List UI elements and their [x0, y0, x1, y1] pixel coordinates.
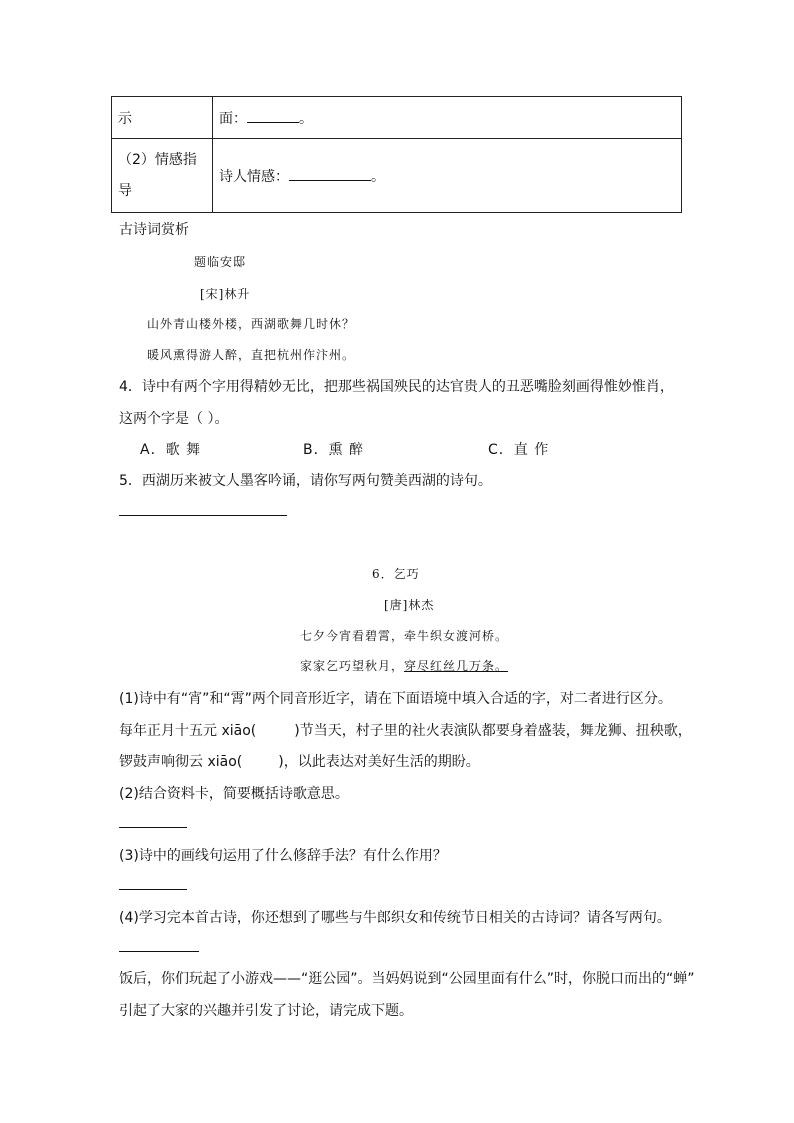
answer-line[interactable]: [119, 515, 287, 516]
question-5: 5．西湖历来被文人墨客吟诵，请你写两句赞美西湖的诗句。: [119, 473, 492, 489]
table-cell-label: [112, 97, 213, 139]
table-cell-label: [112, 139, 213, 213]
table-cell-content: [213, 97, 682, 139]
context-line: [119, 720, 692, 740]
table-row: [112, 139, 682, 213]
poem-line-part: 家家乞巧望秋月，: [300, 659, 405, 673]
context-text: 每年正月十五元 xiāo(: [119, 723, 257, 739]
table-cell-content: [213, 139, 682, 213]
poem-title: 题临安邸: [194, 255, 247, 269]
question-4-cont: 这两个字是（ ）。: [119, 411, 229, 427]
row-content-tail: 。: [299, 110, 313, 127]
answer-line[interactable]: [119, 889, 187, 890]
answer-line[interactable]: [119, 827, 187, 828]
poem-line: 山外青山楼外楼，西湖歌舞几时休？: [147, 317, 356, 331]
poem-line: 七夕今宵看碧霄，牵牛织女渡河桥。: [300, 629, 509, 643]
context-line: [119, 751, 480, 771]
context-text: )，以此表达对美好生活的期盼。: [278, 754, 480, 770]
row-label-line1: （2）情感指: [118, 151, 197, 168]
context-text: )节当天，村子里的社火表演队都要身着盛装，舞龙狮、扭秧歌，: [294, 723, 692, 739]
poem-author: [唐]林杰: [384, 598, 435, 612]
poem-line: [300, 657, 508, 674]
section-heading: 古诗词赏析: [119, 222, 189, 238]
passage-line: 饭后，你们玩起了小游戏——“逛公园”。当妈妈说到“公园里面有什么”时，你脱口而出的“蝉”: [119, 971, 695, 987]
question-6-4: (4)学习完本首古诗，你还想到了哪些与牛郎织女和传统节日相关的古诗词？请各写两句。: [119, 910, 671, 926]
answer-blank[interactable]: [247, 108, 299, 123]
row-content-tail: 。: [371, 168, 385, 185]
row-content-label: 诗人情感：: [219, 168, 289, 185]
question-4: 4．诗中有两个字用得精妙无比，把那些祸国殃民的达官贵人的丑恶嘴脸刻画得惟妙惟肖，: [119, 379, 674, 395]
passage-line: 引起了大家的兴趣并引发了讨论，请完成下题。: [119, 1003, 413, 1019]
context-text: 锣鼓声响彻云 xiāo(: [119, 754, 243, 770]
row-content-label: 面：: [219, 110, 247, 127]
question-6-2: (2)结合资料卡，简要概括诗歌意思。: [119, 786, 349, 802]
answer-line[interactable]: [119, 951, 199, 952]
poem-author: [宋]林升: [200, 287, 251, 301]
poem-line: 暖风熏得游人醉，直把杭州作汴州。: [147, 348, 356, 362]
underlined-line: 穿尽红丝几万条。: [404, 659, 509, 673]
table-row: [112, 97, 682, 139]
row-label: 示: [118, 110, 132, 127]
option-a[interactable]: A．歌 舞: [140, 442, 202, 458]
answer-blank[interactable]: [289, 166, 371, 181]
row-label-line2: 导: [118, 182, 132, 199]
poem-title: 6．乞巧: [372, 567, 420, 581]
question-6-1: (1)诗中有“宵”和“霄”两个同音形近字，请在下面语境中填入合适的字，对二者进行区分。: [119, 691, 672, 707]
option-b[interactable]: B．熏 醉: [303, 442, 365, 458]
analysis-table: [111, 96, 682, 213]
question-6-3: (3)诗中的画线句运用了什么修辞手法？有什么作用？: [119, 848, 447, 864]
option-c[interactable]: C．直 作: [488, 442, 550, 458]
